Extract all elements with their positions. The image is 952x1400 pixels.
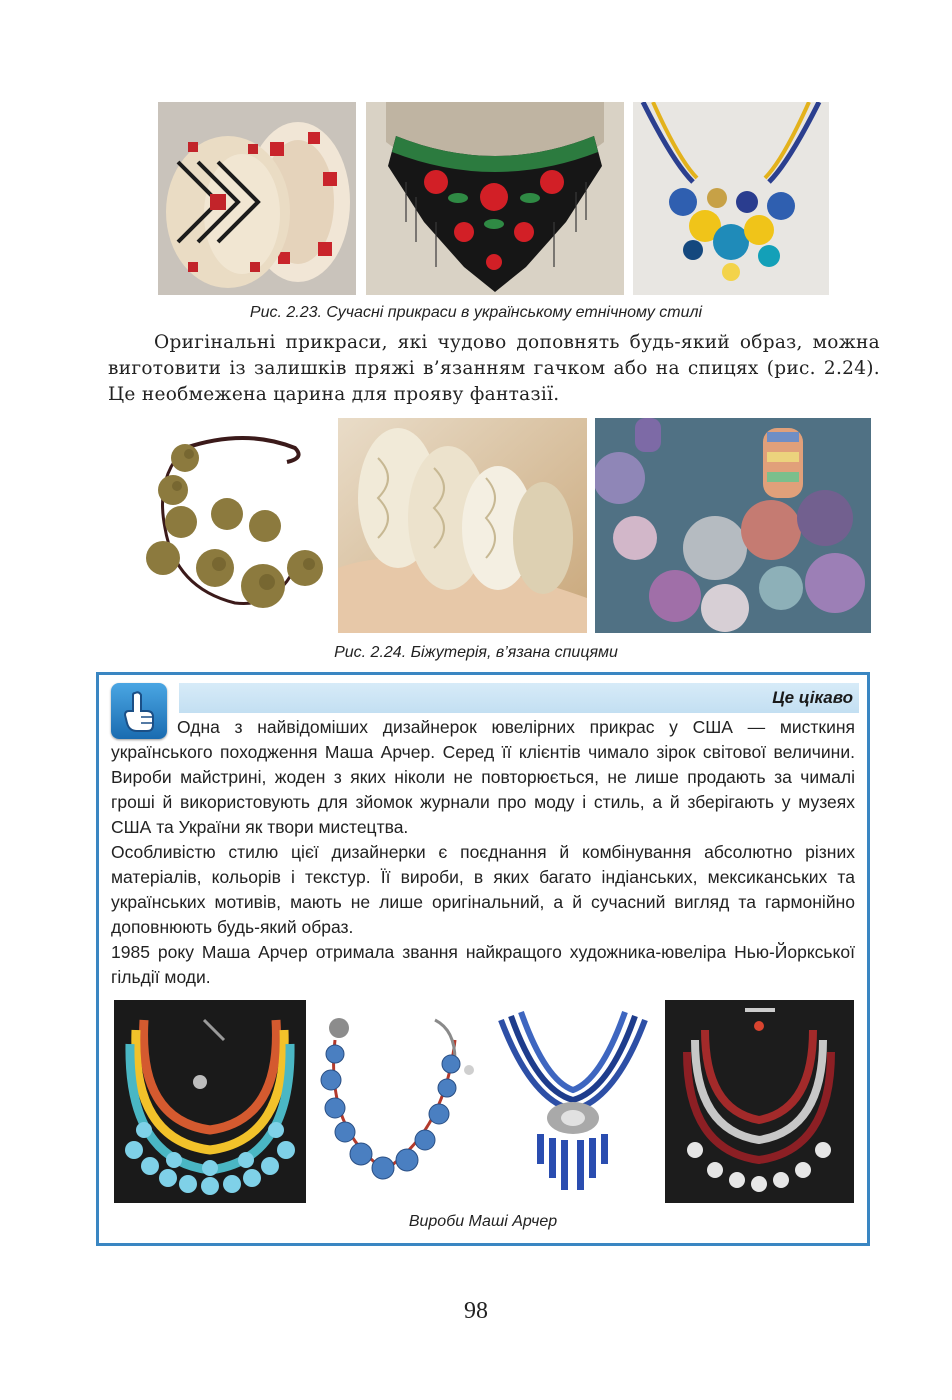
photo-knotted-necklace <box>115 418 329 633</box>
paragraph-text: Оригінальні прикраси, які чудово доповнять будь-який образ, можна виготовити із залишків пряжі в’язанням гачком або на спицях (рис. 2.24). Це необмежена царина для прояву фантазії. <box>108 332 880 405</box>
figure-224-caption: Рис. 2.24. Біжутерія, в’язана спицями <box>334 644 618 661</box>
photo-archer-red-silver-necklace <box>665 1000 854 1203</box>
figure-223-caption: Рис. 2.23. Сучасні прикраси в українському етнічному стилі <box>249 304 703 321</box>
photo-archer-turquoise-necklace <box>114 1000 306 1203</box>
info-box-text <box>111 715 855 990</box>
info-box <box>96 672 870 1246</box>
photo-beaded-collar <box>366 102 624 295</box>
photo-knitted-bead-necklace <box>595 418 871 633</box>
photo-archer-blue-bead-necklace <box>315 1000 481 1203</box>
body-paragraph <box>108 330 880 408</box>
photo-button-necklace <box>633 102 829 295</box>
photo-archer-lapis-necklace <box>491 1000 655 1203</box>
info-box-header <box>179 683 859 713</box>
info-box-caption: Вироби Маші Арчер <box>408 1213 558 1230</box>
info-paragraph: Особливістю стилю цієї дизайнерки є поєднання й комбінування абсолютно різних матеріалів, кольорів і текстур. Її вироби, в яких багато індіанських, мексиканських та українських мотивів, мають не лише оригінальний, а й сучасний вигляд та гармонійно доповнюють будь-який образ. <box>111 842 855 937</box>
photo-painted-bracelets <box>158 102 356 295</box>
info-box-title: Це цікаво <box>772 688 853 707</box>
info-paragraph: Одна з найвідоміших дизайнерок ювелірних прикрас у США — мисткиня українського походження Маша Арчер. Серед її клієнтів чимало зірок світової величини. Вироби майстрині, жоден з яких ніколи не повторюється, не лише продають за чималі гроші й використовують для зйомок журнали про моду і стиль, а й зберігають у музеях США та України як твори мистецтва. <box>111 717 855 837</box>
info-paragraph: 1985 року Маша Арчер отримала звання найкращого художника-ювеліра Нью-Йоркської гільдії моди. <box>111 942 855 987</box>
photo-knitted-bracelets <box>338 418 587 633</box>
page-number: 98 <box>464 1298 488 1324</box>
